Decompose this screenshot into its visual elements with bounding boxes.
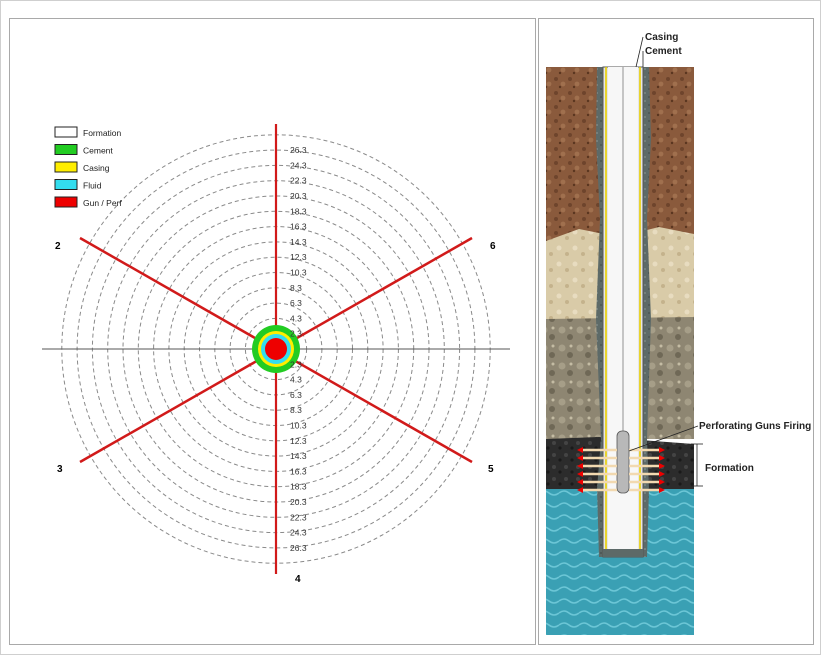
phase-label-4: 4 bbox=[295, 574, 301, 585]
range-label: 24.3 bbox=[290, 160, 307, 171]
range-label: 26.3 bbox=[290, 145, 307, 156]
legend-label: Fluid bbox=[83, 180, 102, 191]
legend-swatch bbox=[55, 162, 77, 172]
range-label: 6.3 bbox=[290, 389, 302, 400]
range-label: 18.3 bbox=[290, 206, 307, 217]
range-label: 22.3 bbox=[290, 175, 307, 186]
wellbore-illustration-panel bbox=[538, 18, 814, 645]
range-label: 24.3 bbox=[290, 527, 307, 538]
range-label: 10.3 bbox=[290, 267, 307, 278]
range-label: 10.3 bbox=[290, 420, 307, 431]
range-label: 2.3 bbox=[290, 328, 302, 339]
formation-label: Formation bbox=[705, 463, 754, 474]
casing-leader bbox=[636, 37, 643, 67]
legend-label: Casing bbox=[83, 163, 110, 173]
range-label: 12.3 bbox=[290, 435, 307, 446]
range-label: 8.3 bbox=[290, 282, 302, 293]
range-label: 14.3 bbox=[290, 451, 307, 462]
perforation-phasing-panel bbox=[9, 18, 536, 645]
legend-swatch bbox=[55, 127, 77, 137]
range-label: 12.3 bbox=[290, 252, 307, 263]
legend-label: Cement bbox=[83, 145, 113, 156]
range-label: 14.3 bbox=[290, 236, 307, 247]
cement-label: Cement bbox=[645, 46, 682, 57]
legend-label: Gun / Perf bbox=[83, 198, 122, 208]
phase-label-6: 6 bbox=[490, 241, 496, 252]
range-label: 20.3 bbox=[290, 191, 307, 201]
perforating-gun bbox=[617, 431, 629, 493]
legend-swatch bbox=[55, 145, 77, 155]
range-label: 8.3 bbox=[290, 405, 302, 416]
range-label: 22.3 bbox=[290, 512, 307, 523]
phase-label-3: 3 bbox=[57, 464, 63, 475]
casing-label: Casing bbox=[645, 32, 679, 43]
range-label: 4.3 bbox=[290, 374, 302, 385]
gun-core bbox=[265, 338, 287, 360]
wellbore-cutaway bbox=[539, 19, 813, 644]
legend-swatch bbox=[55, 180, 77, 190]
phase-label-5: 5 bbox=[488, 464, 494, 475]
range-label: 18.3 bbox=[290, 481, 307, 492]
well-bottom bbox=[603, 549, 643, 557]
range-label: 16.3 bbox=[290, 221, 307, 232]
range-label: 6.3 bbox=[290, 298, 302, 309]
legend-label: Formation bbox=[83, 128, 122, 138]
phase-label-2: 2 bbox=[55, 241, 61, 252]
range-label: 4.3 bbox=[290, 313, 302, 324]
perforation-polar-plot bbox=[10, 19, 535, 644]
range-label: 20.3 bbox=[290, 497, 307, 507]
perforating-label: Perforating Guns Firing bbox=[699, 421, 812, 432]
range-label: 16.3 bbox=[290, 466, 307, 477]
range-label: 26.3 bbox=[290, 542, 307, 553]
legend-swatch bbox=[55, 197, 77, 207]
range-label: 2.3 bbox=[290, 359, 302, 370]
